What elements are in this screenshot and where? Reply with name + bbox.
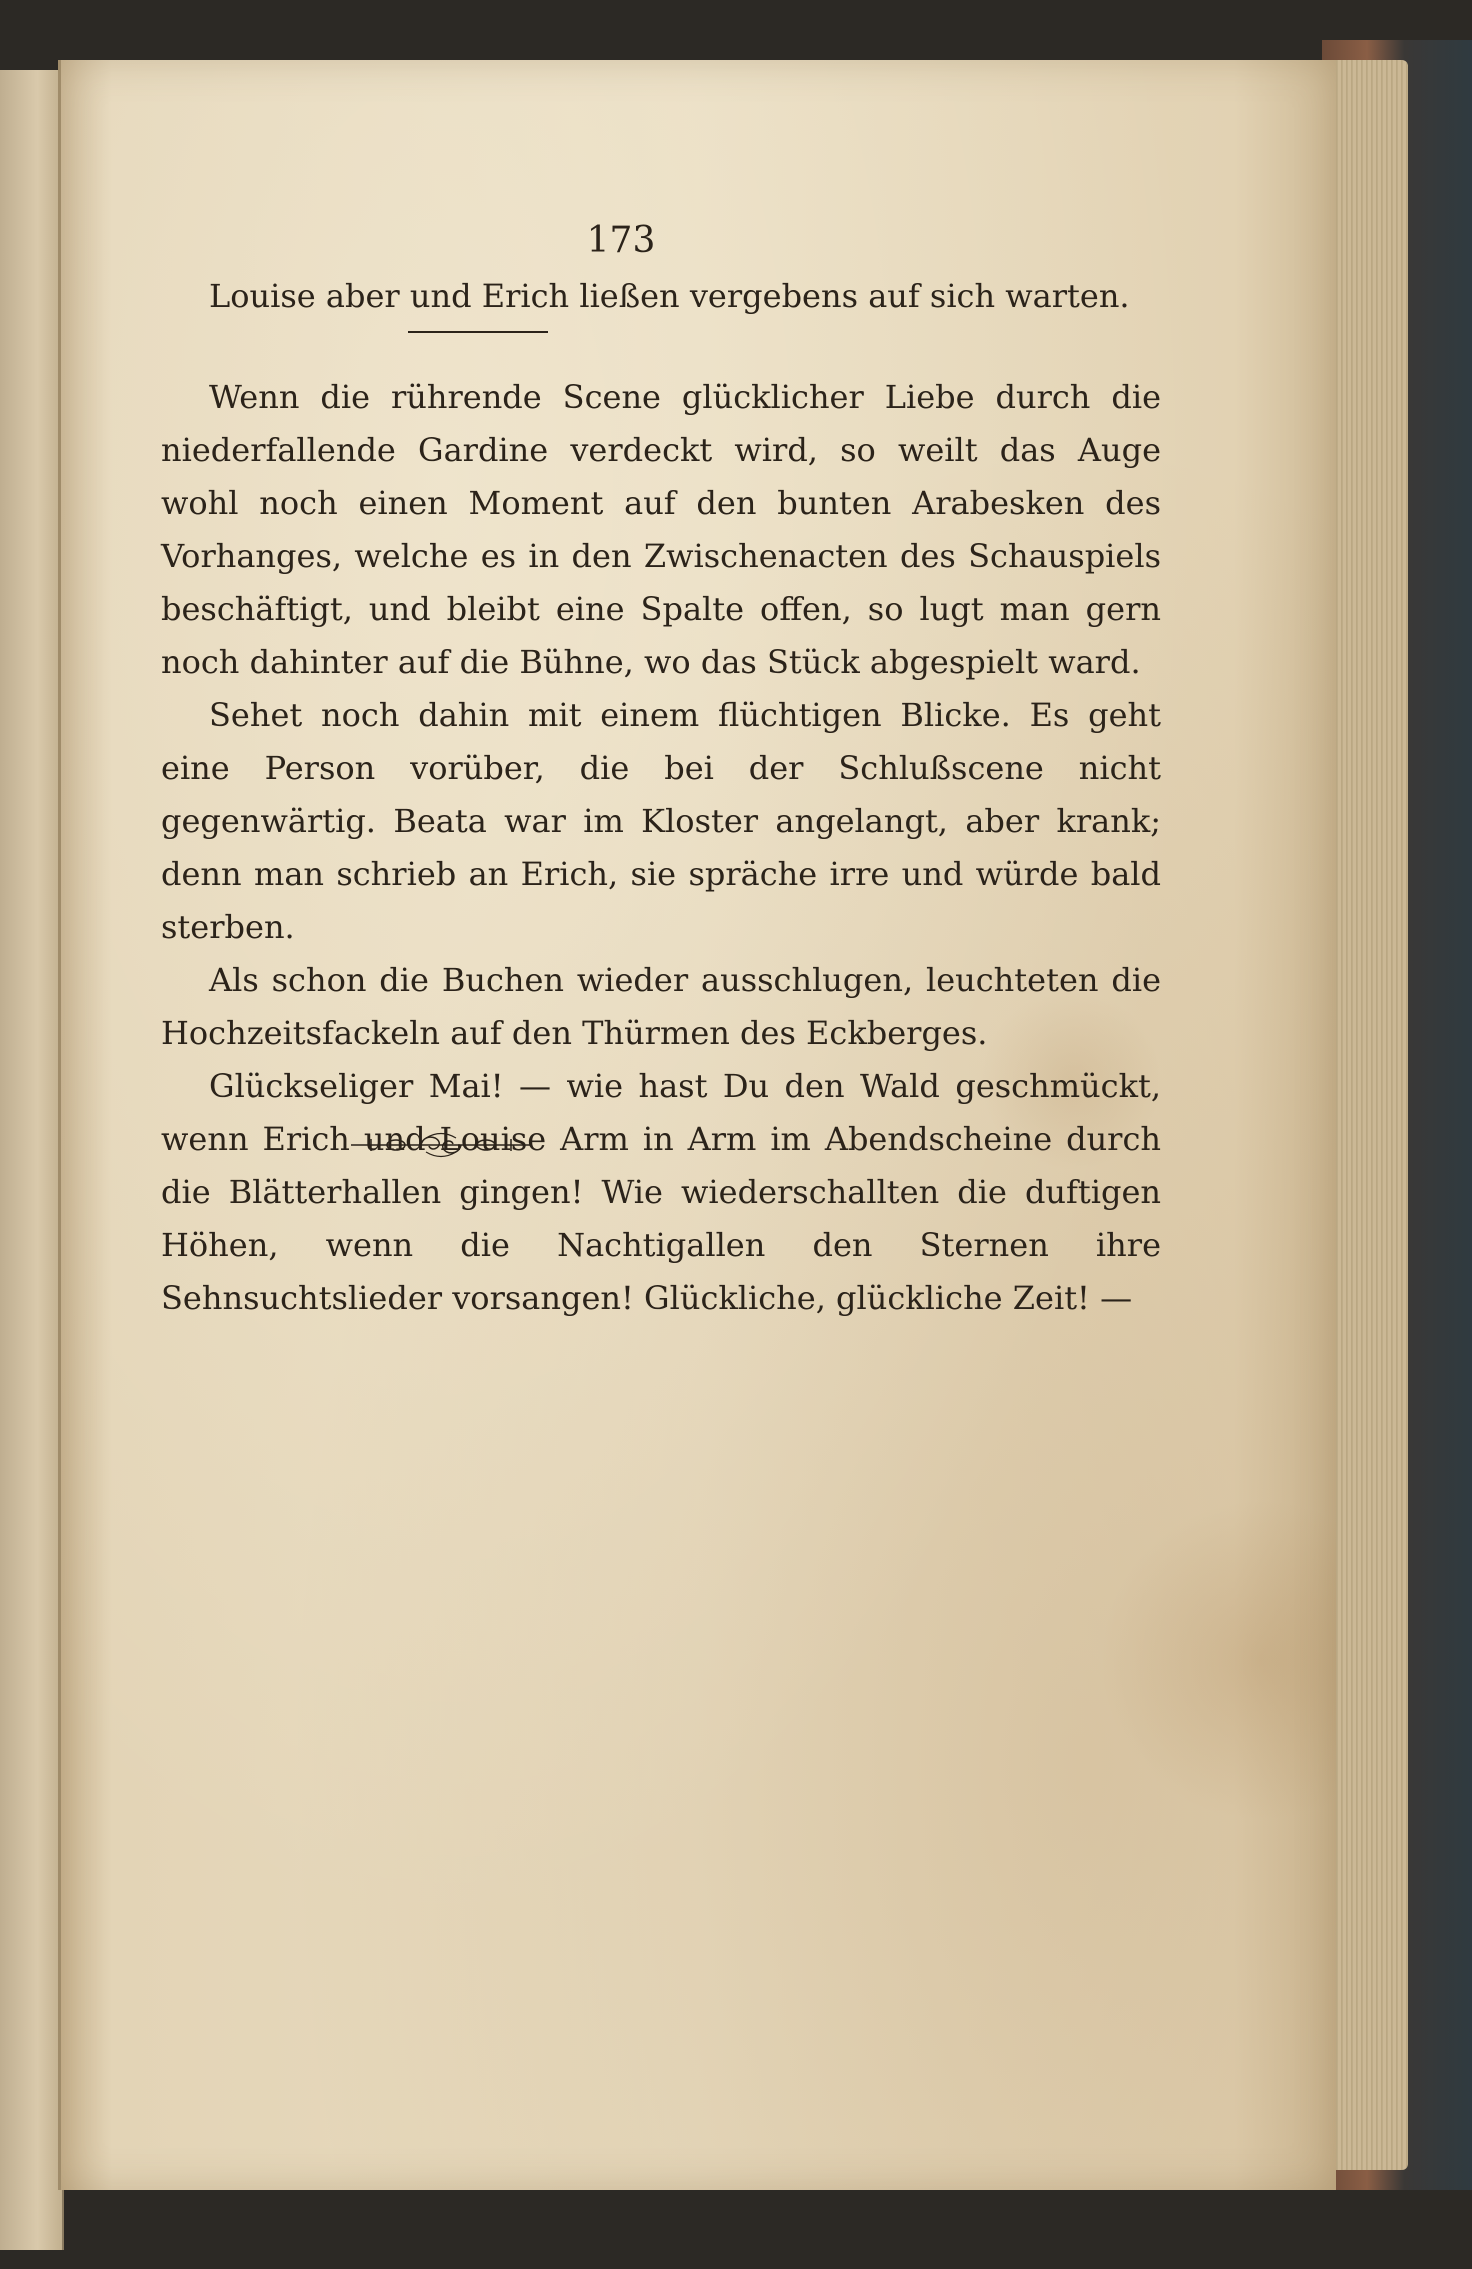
ornament-icon [351, 1130, 531, 1160]
left-page-edge [0, 70, 64, 2250]
paragraph-5: Glückseliger Mai! — wie hast Du den Wald geschmückt, wenn Erich und Louise Arm in Arm im Abendscheine durch die Blätterhallen gingen! Wie wiederschallten die duftigen Höhen, wenn die Nachtigallen den Sternen ihre Sehnsuchtslieder vorsangen! Glückliche, glückliche Zeit! — [161, 1067, 1161, 1317]
page-text [161, 270, 1161, 1325]
paragraph-1: Louise aber und Erich ließen vergebens auf sich warten. [209, 277, 1130, 315]
paragraph-2: Wenn die rührende Scene glücklicher Liebe durch die niederfallende Gardine verdeckt wird, so weilt das Auge wohl noch einen Moment auf den bunten Arabesken des Vorhanges, welche es in den Zwischenacten des Schauspiels beschäftigt, und bleibt eine Spalte offen, so lugt man gern noch dahinter auf die Bühne, wo das Stück abgespielt ward. [161, 378, 1161, 681]
page-number: 173 [586, 220, 656, 261]
book-page [58, 60, 1336, 2190]
paragraph-3: Sehet noch dahin mit einem flüchtigen Blicke. Es geht eine Person vorüber, die bei der Schlußscene nicht gegenwärtig. Beata war im Kloster angelangt, aber krank; denn man schrieb an Erich, sie spräche irre und würde bald sterben. [161, 696, 1161, 946]
section-divider [408, 331, 548, 333]
paragraph-4: Als schon die Buchen wieder ausschlugen, leuchteten die Hochzeitsfackeln auf den Thürmen des Eckberges. [161, 961, 1161, 1052]
